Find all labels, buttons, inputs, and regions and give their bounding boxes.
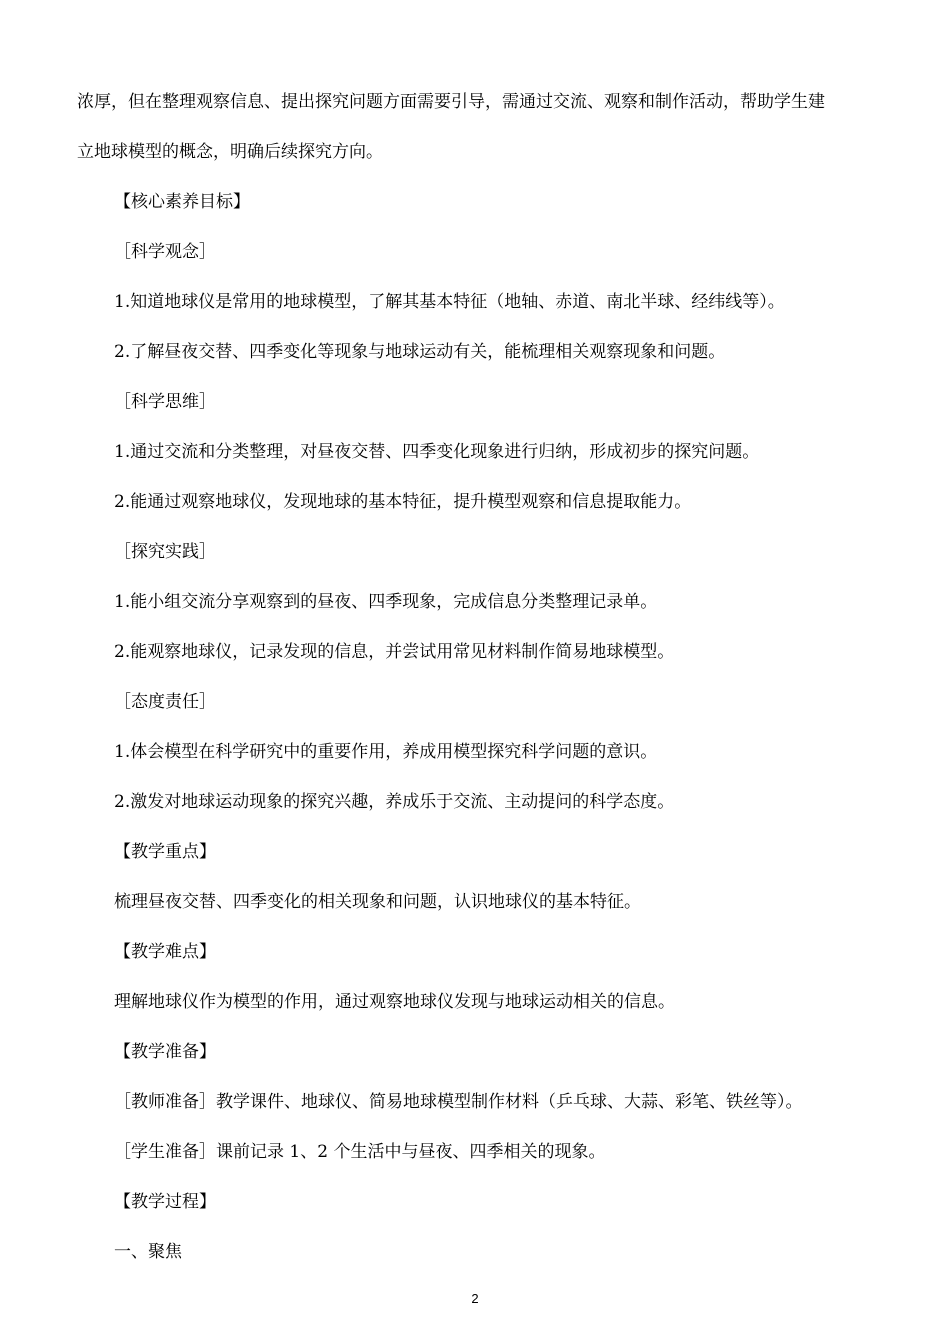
intro-line-1: 浓厚，但在整理观察信息、提出探究问题方面需要引导，需通过交流、观察和制作活动，帮助学生建 — [77, 92, 825, 112]
science-concept-label: ［科学观念］ — [114, 242, 216, 262]
preparation-student: ［学生准备］课前记录 1、2 个生活中与昼夜、四季相关的现象。 — [114, 1142, 606, 1162]
process-step-1: 一、聚焦 — [114, 1242, 182, 1262]
attitude-label: ［态度责任］ — [114, 692, 216, 712]
preparation-heading: 【教学准备】 — [114, 1042, 216, 1062]
intro-line-2: 立地球模型的概念，明确后续探究方向。 — [77, 142, 383, 162]
key-points-heading: 【教学重点】 — [114, 842, 216, 862]
difficulties-heading: 【教学难点】 — [114, 942, 216, 962]
science-concept-item-1: 1.知道地球仪是常用的地球模型，了解其基本特征（地轴、赤道、南北半球、经纬线等）。 — [114, 292, 785, 312]
process-heading: 【教学过程】 — [114, 1192, 216, 1212]
preparation-teacher: ［教师准备］教学课件、地球仪、简易地球模型制作材料（乒乓球、大蒜、彩笔、铁丝等）。 — [114, 1092, 803, 1112]
page-number: 2 — [471, 1291, 479, 1306]
science-concept-item-2: 2.了解昼夜交替、四季变化等现象与地球运动有关，能梳理相关观察现象和问题。 — [114, 342, 726, 362]
science-thinking-item-1: 1.通过交流和分类整理，对昼夜交替、四季变化现象进行归纳，形成初步的探究问题。 — [114, 442, 760, 462]
inquiry-practice-label: ［探究实践］ — [114, 542, 216, 562]
attitude-item-2: 2.激发对地球运动现象的探究兴趣，养成乐于交流、主动提问的科学态度。 — [114, 792, 675, 812]
attitude-item-1: 1.体会模型在科学研究中的重要作用，养成用模型探究科学问题的意识。 — [114, 742, 658, 762]
core-goals-heading: 【核心素养目标】 — [114, 192, 250, 212]
inquiry-practice-item-2: 2.能观察地球仪，记录发现的信息，并尝试用常见材料制作简易地球模型。 — [114, 642, 675, 662]
science-thinking-item-2: 2.能通过观察地球仪，发现地球的基本特征，提升模型观察和信息提取能力。 — [114, 492, 692, 512]
difficulties-text: 理解地球仪作为模型的作用，通过观察地球仪发现与地球运动相关的信息。 — [114, 992, 675, 1012]
science-thinking-label: ［科学思维］ — [114, 392, 216, 412]
key-points-text: 梳理昼夜交替、四季变化的相关现象和问题，认识地球仪的基本特征。 — [114, 892, 641, 912]
inquiry-practice-item-1: 1.能小组交流分享观察到的昼夜、四季现象，完成信息分类整理记录单。 — [114, 592, 658, 612]
